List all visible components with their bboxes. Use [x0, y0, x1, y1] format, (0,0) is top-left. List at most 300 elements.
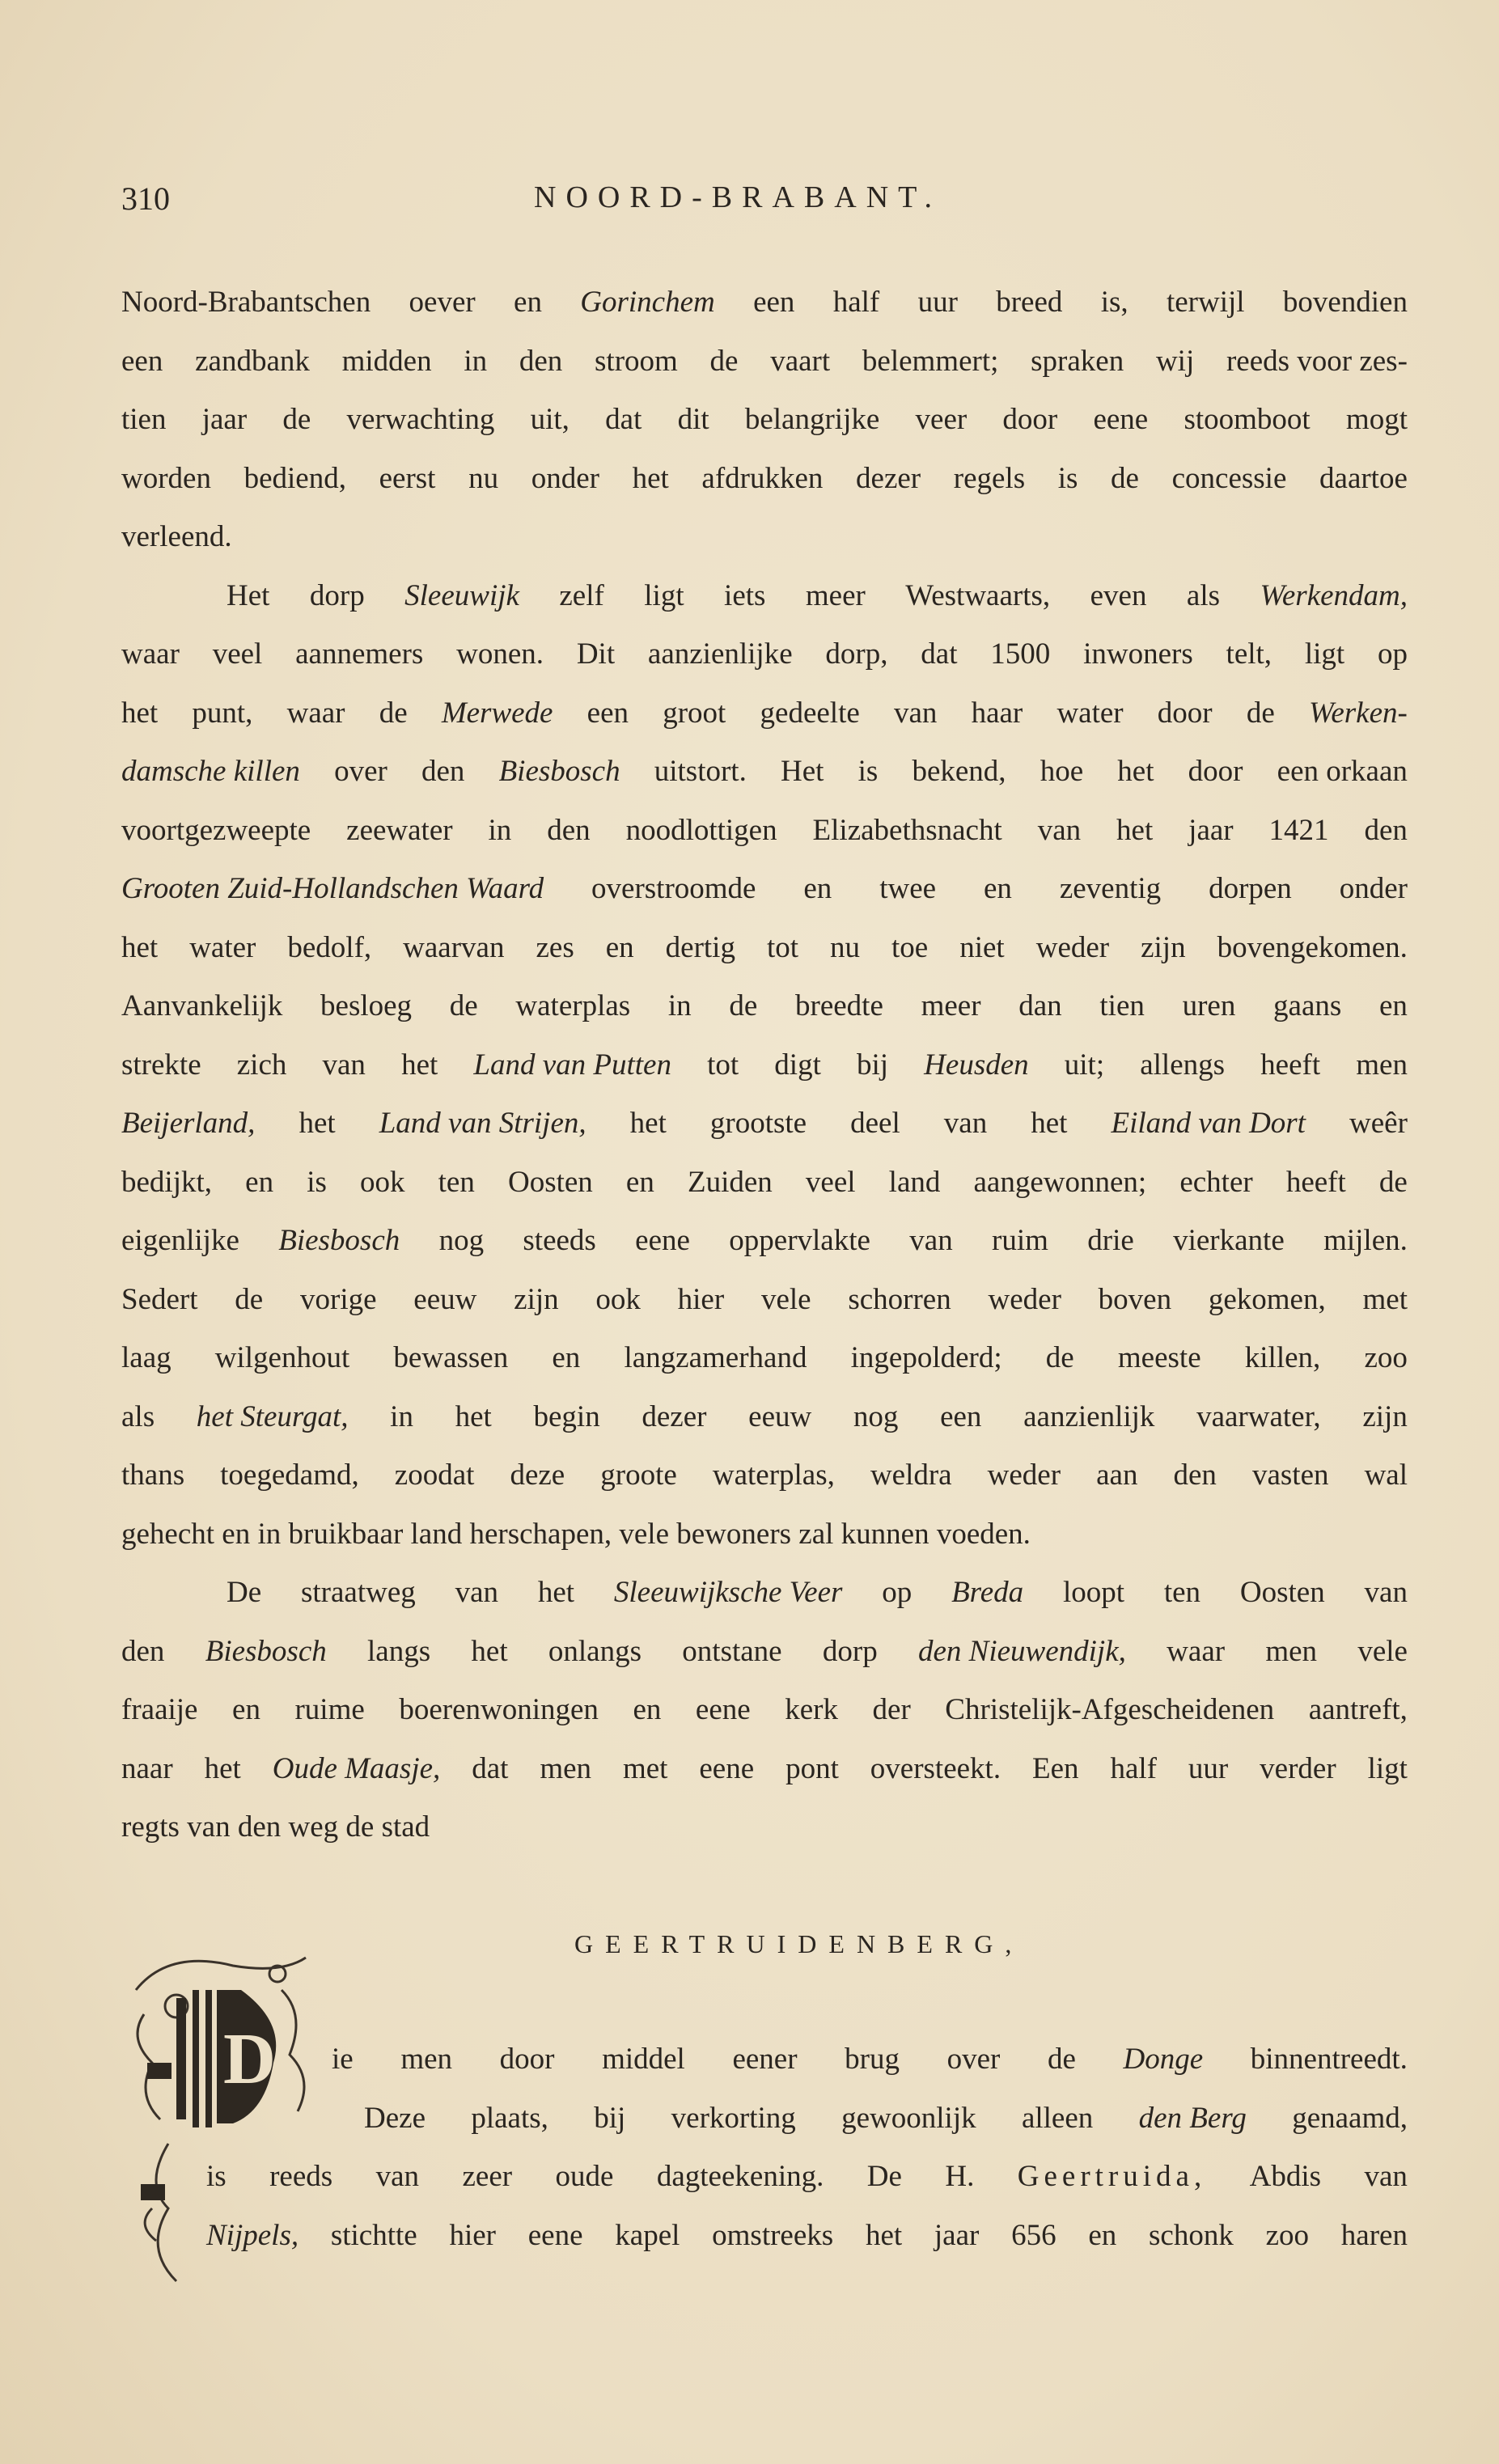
word: langs [367, 1634, 431, 1668]
word: en [1378, 989, 1408, 1022]
word: 1421 [1268, 813, 1329, 847]
word: Oude Maasje, [272, 1751, 441, 1785]
word: haren [1340, 2218, 1408, 2252]
word: vasten [1251, 1459, 1329, 1492]
word: steeds [523, 1224, 596, 1257]
word: aannemers [295, 637, 424, 671]
word: verder [1260, 1751, 1336, 1785]
word: van [893, 696, 938, 730]
word: uur [917, 286, 958, 319]
word: kapel [615, 2218, 680, 2252]
text-line [121, 684, 1408, 743]
word: Christelijk-Afgescheidenen [945, 1693, 1275, 1726]
word: de [379, 696, 408, 730]
word: het [865, 2218, 903, 2252]
text-line [121, 1212, 1408, 1271]
word: in [390, 1399, 413, 1433]
word: het [1116, 813, 1154, 847]
word: langzamerhand [624, 1341, 807, 1374]
word: en [633, 1693, 662, 1726]
word: aangewonnen; [973, 1165, 1147, 1199]
word: waarvan [403, 930, 505, 964]
word: dat [472, 1751, 509, 1785]
word: H. [945, 2160, 975, 2193]
word: haar [971, 696, 1023, 730]
word: is [206, 2160, 227, 2193]
word: De [866, 2160, 902, 2193]
text-line: verleend. [121, 520, 232, 553]
word: damsche killen [121, 755, 300, 788]
text-line [121, 1329, 1408, 1388]
word: dan [1018, 989, 1062, 1022]
word: der [872, 1693, 911, 1726]
word: en [552, 1341, 581, 1374]
word: killen, [1244, 1341, 1321, 1374]
text-line [121, 332, 1408, 392]
word: jaar [201, 403, 248, 436]
word: 1500 [990, 637, 1051, 671]
word: midden [341, 344, 432, 378]
word: Een [1032, 1751, 1079, 1785]
word: daartoe [1319, 461, 1408, 495]
word: bovengekomen. [1217, 930, 1408, 964]
word: ten [1163, 1576, 1201, 1609]
text-line [121, 1271, 1408, 1330]
word: oversteekt. [870, 1751, 1001, 1785]
word: Werkendam, [1260, 578, 1408, 612]
text-line [121, 2089, 1408, 2149]
word: Dit [576, 637, 616, 671]
word: Donge [1123, 2043, 1204, 2076]
text-line [121, 1446, 1408, 1505]
word: land [888, 1165, 941, 1199]
word: den [519, 344, 563, 378]
word: de [1045, 1341, 1074, 1374]
word: stichtte [330, 2218, 417, 2252]
word: genaamd, [1292, 2101, 1408, 2135]
word: bij [856, 1048, 889, 1082]
word: punt, [192, 696, 253, 730]
word: tot [766, 930, 799, 964]
word: eene [1093, 403, 1149, 436]
word: de [449, 989, 478, 1022]
word: tot [707, 1048, 739, 1082]
word: het [632, 461, 669, 495]
word: Biesbosch [498, 755, 620, 788]
word: met [1362, 1282, 1408, 1316]
word: vaart [770, 344, 831, 378]
text-line [121, 2148, 1408, 2207]
word: schonk [1149, 2218, 1234, 2252]
text-line [121, 2030, 1408, 2089]
word: ten [438, 1165, 475, 1199]
word: laag [121, 1341, 171, 1374]
word: eene [695, 1693, 751, 1726]
section-title: GEERTRUIDENBERG, [574, 1929, 1024, 1958]
text-line [121, 860, 1408, 919]
word: bediend, [243, 461, 346, 495]
word: boerenwoningen [399, 1693, 599, 1726]
word: den [1364, 813, 1408, 847]
word: terwijl [1166, 286, 1245, 319]
word: de [282, 403, 311, 436]
word: den Berg [1138, 2101, 1247, 2135]
word: eeuw [748, 1399, 812, 1433]
word: alleen [1021, 2101, 1094, 2135]
word: besloeg [320, 989, 413, 1022]
word: als [121, 1399, 155, 1433]
word: onlangs [548, 1634, 642, 1668]
word: spraken [1031, 344, 1124, 378]
word: dit [677, 403, 709, 436]
word: zijn [514, 1282, 559, 1316]
word: weldra [870, 1459, 952, 1492]
word: brug [845, 2043, 900, 2076]
word: een orkaan [1277, 755, 1408, 788]
word: bedolf, [287, 930, 372, 964]
text-line [121, 1564, 1408, 1623]
word: het [537, 1576, 575, 1609]
word: Geertruida, [1017, 2160, 1207, 2193]
word: weder [1035, 930, 1110, 964]
text-line [121, 743, 1408, 802]
word: zandbank [195, 344, 310, 378]
word: in [488, 813, 512, 847]
word: uit, [530, 403, 570, 436]
word: den [121, 1634, 165, 1668]
word: Werken- [1308, 696, 1408, 730]
word: over [946, 2043, 1001, 2076]
text-line [121, 1036, 1408, 1095]
word: bewassen [393, 1341, 509, 1374]
word: weder [988, 1282, 1061, 1316]
word: aanzienlijke [647, 637, 793, 671]
word: uur [1188, 1751, 1229, 1785]
word: water [189, 930, 256, 964]
word: eene [527, 2218, 583, 2252]
word: middel [602, 2043, 685, 2076]
word: en [1088, 2218, 1117, 2252]
word: noodlottigen [625, 813, 777, 847]
word: heeft [1260, 1048, 1321, 1082]
word: zeer [462, 2160, 513, 2193]
word: kerk [785, 1693, 838, 1726]
word: veel [212, 637, 263, 671]
word: Land van Strijen, [379, 1107, 586, 1140]
word: wij [1155, 344, 1195, 378]
word: hier [449, 2218, 496, 2252]
word: Land van Putten [473, 1048, 671, 1082]
word: van [1037, 813, 1082, 847]
word: reeds [269, 2160, 333, 2193]
word: over [334, 755, 387, 788]
word: uitstort. [654, 755, 747, 788]
word: deel [850, 1107, 900, 1140]
word: afdrukken [701, 461, 824, 495]
word: wonen. [456, 637, 544, 671]
word: waar [1167, 1634, 1226, 1668]
word: en [605, 930, 634, 964]
word: de [1246, 696, 1275, 730]
word: strekte [121, 1048, 201, 1082]
word: in [464, 344, 488, 378]
word: loopt [1062, 1576, 1125, 1609]
word: iets [724, 578, 766, 612]
word: bij [594, 2101, 626, 2135]
word: eene [699, 1751, 755, 1785]
running-head: NOORD-BRABANT. [534, 180, 942, 214]
word: Heusden [924, 1048, 1029, 1082]
word: dorp, [825, 637, 888, 671]
text-line: regts van den weg de stad [121, 1810, 430, 1844]
word: 656 [1011, 2218, 1056, 2252]
word: zelf [559, 578, 604, 612]
section-text [121, 2030, 1408, 2265]
text-line [121, 625, 1408, 684]
word: zich [236, 1048, 287, 1082]
word: meeste [1117, 1341, 1201, 1374]
word: niet [959, 930, 1005, 964]
word: belangrijke [744, 403, 880, 436]
word: drie [1087, 1224, 1134, 1257]
word: bedijkt, [121, 1165, 213, 1199]
word: zoo [1364, 1341, 1408, 1374]
word: Elizabethsnacht [812, 813, 1002, 847]
word: ligt [1304, 637, 1345, 671]
word: De [227, 1576, 262, 1609]
word: het [471, 1634, 508, 1668]
word: ook [595, 1282, 641, 1316]
word: Oosten [507, 1165, 593, 1199]
word: verwachting [346, 403, 495, 436]
text-line [121, 1681, 1408, 1740]
word: boven [1098, 1282, 1172, 1316]
word: vierkante [1173, 1224, 1285, 1257]
word: twee [879, 872, 937, 905]
text-line [121, 919, 1408, 978]
word: dertig [665, 930, 735, 964]
word: eigenlijke [121, 1224, 239, 1257]
word: eeuw [413, 1282, 477, 1316]
word: Sedert [121, 1282, 198, 1316]
word: eener [732, 2043, 798, 2076]
word: nu [468, 461, 499, 495]
word: gaans [1273, 989, 1342, 1022]
word: belemmert; [862, 344, 999, 378]
word: telt, [1226, 637, 1272, 671]
word: Zuiden [687, 1165, 773, 1199]
word: begin [533, 1399, 600, 1433]
word: het [121, 930, 159, 964]
word: van [1364, 2160, 1408, 2193]
word: het [1031, 1107, 1068, 1140]
word: Het [227, 578, 270, 612]
word: Noord-Brabantschen [121, 286, 371, 319]
word: meer [805, 578, 866, 612]
word: ligt [644, 578, 684, 612]
word: tien [121, 403, 167, 436]
word: men [1265, 1634, 1318, 1668]
word: het [121, 696, 159, 730]
word: zeewater [346, 813, 453, 847]
text-line [121, 1623, 1408, 1682]
word: mijlen. [1323, 1224, 1408, 1257]
word: breed [996, 286, 1063, 319]
word: waterplas, [712, 1459, 835, 1492]
text-line: gehecht en in bruikbaar land herschapen, vele bewoners zal kunnen voeden. [121, 1517, 1031, 1551]
word: is [857, 755, 879, 788]
word: zeventig [1059, 872, 1162, 905]
word: half [832, 286, 880, 319]
text-line [121, 391, 1408, 450]
word: Grooten Zuid-Hollandschen Waard [121, 872, 544, 905]
word: het [455, 1399, 492, 1433]
word: Aanvankelijk [121, 989, 283, 1022]
word: is, [1100, 286, 1128, 319]
word: Nijpels, [206, 2218, 299, 2252]
word: aan [1096, 1459, 1138, 1492]
word: door [1188, 755, 1243, 788]
word: waar [121, 637, 180, 671]
word: weder [987, 1459, 1061, 1492]
word: door [1157, 696, 1213, 730]
word: binnentreedt. [1250, 2043, 1408, 2076]
word: vele [1357, 1634, 1408, 1668]
word: regels [953, 461, 1026, 495]
word: dorp [822, 1634, 878, 1668]
word: dezer [856, 461, 921, 495]
word: thans [121, 1459, 185, 1492]
word: onder [531, 461, 599, 495]
word: Biesbosch [278, 1224, 400, 1257]
word: plaats, [471, 2101, 548, 2135]
word: oppervlakte [729, 1224, 870, 1257]
word: half [1110, 1751, 1157, 1785]
word: eene [635, 1224, 690, 1257]
word: vorige [300, 1282, 377, 1316]
word: meer [921, 989, 981, 1022]
word: de [1378, 1165, 1408, 1199]
word: veer [915, 403, 968, 436]
word: met [622, 1751, 668, 1785]
word: oude [555, 2160, 614, 2193]
word: de [235, 1282, 264, 1316]
word: dorp [309, 578, 365, 612]
word: Sleeuwijk [404, 578, 519, 612]
word: reeds voor zes- [1226, 344, 1408, 378]
word: men [540, 1751, 592, 1785]
word: ligt [1367, 1751, 1408, 1785]
word: waar [286, 696, 345, 730]
text-line [121, 1094, 1408, 1154]
word: wilgenhout [214, 1341, 350, 1374]
word: het [629, 1107, 667, 1140]
word: Breda [951, 1576, 1024, 1609]
word: worden [121, 461, 211, 495]
word: ingepolderd; [850, 1341, 1002, 1374]
word: van [375, 2160, 420, 2193]
word: en [625, 1165, 654, 1199]
word: bovendien [1282, 286, 1408, 319]
word: overstroomde [591, 872, 756, 905]
word: uit; [1064, 1048, 1105, 1082]
word: stroom [595, 344, 678, 378]
word: zijn [1141, 930, 1186, 964]
word: den Nieuwendijk, [918, 1634, 1126, 1668]
word: nog [853, 1399, 899, 1433]
word: omstreeks [712, 2218, 834, 2252]
word: en [232, 1693, 260, 1726]
word: Oosten [1239, 1576, 1325, 1609]
body-text [121, 273, 1408, 1857]
word: dat [921, 637, 958, 671]
page-header [121, 180, 1408, 228]
word: groot [663, 696, 726, 730]
word: naar [121, 1751, 173, 1785]
word: Sleeuwijksche Veer [613, 1576, 843, 1609]
text-line [121, 450, 1408, 509]
word: echter [1179, 1165, 1253, 1199]
word: even [1090, 578, 1147, 612]
text-line [121, 802, 1408, 861]
word: vele [760, 1282, 811, 1316]
word: gekomen, [1208, 1282, 1326, 1316]
word: groote [600, 1459, 677, 1492]
word: eerst [379, 461, 436, 495]
word: dagteekening. [656, 2160, 824, 2193]
page-number: 310 [121, 180, 170, 217]
word: een [586, 696, 629, 730]
word: mogt [1345, 403, 1408, 436]
word: den [547, 813, 591, 847]
word: dezer [642, 1399, 707, 1433]
word: het [299, 1107, 336, 1140]
word: de [729, 989, 758, 1022]
word: Abdis [1249, 2160, 1322, 2193]
word: de [709, 344, 739, 378]
word: schorren [848, 1282, 951, 1316]
word: een [121, 344, 163, 378]
word: en [514, 286, 542, 319]
word: tien [1099, 989, 1145, 1022]
word: onder [1339, 872, 1408, 905]
word: men [1356, 1048, 1408, 1082]
word: ook [360, 1165, 405, 1199]
word: is [1057, 461, 1078, 495]
word: zijn [1362, 1399, 1408, 1433]
word: ruim [992, 1224, 1048, 1257]
word: deze [510, 1459, 565, 1492]
word: Westwaarts, [905, 578, 1051, 612]
text-line [121, 977, 1408, 1036]
word: van [943, 1107, 988, 1140]
word: het [204, 1751, 241, 1785]
word: men [400, 2043, 453, 2076]
word: gewoonlijk [841, 2101, 976, 2135]
text-line [121, 2207, 1408, 2266]
word: en [803, 872, 832, 905]
word: door [1002, 403, 1058, 436]
word: jaar [1188, 813, 1234, 847]
word: ruime [294, 1693, 365, 1726]
word: jaar [934, 2218, 980, 2252]
word: in [667, 989, 692, 1022]
word: een [753, 286, 795, 319]
text-line [121, 273, 1408, 332]
word: breedte [795, 989, 883, 1022]
initial-letter: D [223, 2019, 276, 2099]
word: Merwede [441, 696, 553, 730]
